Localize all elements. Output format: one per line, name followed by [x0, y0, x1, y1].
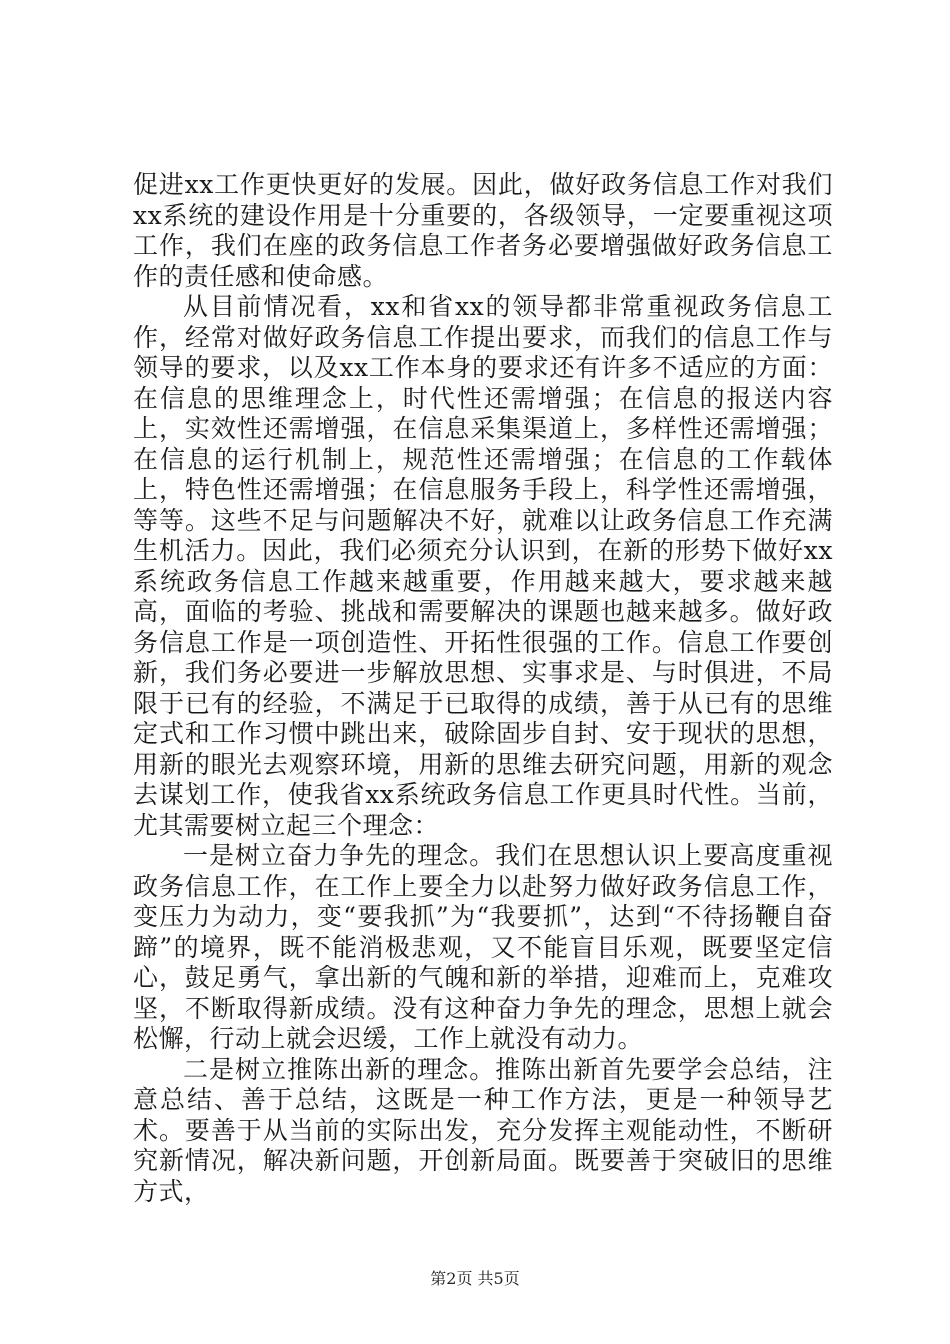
- page-number-footer: 第2页 共5页: [430, 1269, 520, 1288]
- paragraph-continuation: 促进xx工作更快更好的发展。因此，做好政务信息工作对我们xx系统的建设作用是十分重要的，各级领导，一定要重视这项工作，我们在座的政务信息工作者务必要增强做好政务信息工作的责任感和使命感。: [133, 170, 833, 291]
- paragraph-current-situation: 从目前情况看，xx和省xx的领导都非常重视政务信息工作，经常对做好政务信息工作提出要求，而我们的信息工作与领导的要求，以及xx工作本身的要求还有许多不适应的方面：在信息的思维理念上，时代性还需增强；在信息的报送内容上，实效性还需增强，在信息采集渠道上，多样性还需增强；在信息的运行机制上，规范性还需增强；在信息的工作载体上，特色性还需增强；在信息服务手段上，科学性还需增强，等等。这些不足与问题解决不好，就难以让政务信息工作充满生机活力。因此，我们必须充分认识到，在新的形势下做好xx系统政务信息工作越来越重要，作用越来越大，要求越来越高，面临的考验、挑战和需要解决的课题也越来越多。做好政务信息工作是一项创造性、开拓性很强的工作。信息工作要创新，我们务必要进一步解放思想、实事求是、与时俱进，不局限于已有的经验，不满足于已取得的成绩，善于从已有的思维定式和工作习惯中跳出来，破除固步自封、安于现状的思想，用新的眼光去观察环境，用新的思维去研究问题，用新的观念去谋划工作，使我省xx系统政务信息工作更具时代性。当前，尤其需要树立起三个理念：: [133, 292, 833, 840]
- paragraph-concept-two: 二是树立推陈出新的理念。推陈出新首先要学会总结，注意总结、善于总结，这既是一种工作方法，更是一种领导艺术。要善于从当前的实际出发，充分发挥主观能动性，不断研究新情况，解决新问题，开创新局面。既要善于突破旧的思维方式，: [133, 1054, 833, 1206]
- document-body: [133, 170, 833, 1207]
- paragraph-concept-one: 一是树立奋力争先的理念。我们在思想认识上要高度重视政务信息工作，在工作上要全力以赴努力做好政务信息工作，变压力为动力，变“要我抓”为“我要抓”，达到“不待扬鞭自奋蹄”的境界，既不能消极悲观，又不能盲目乐观，既要坚定信心，鼓足勇气，拿出新的气魄和新的举措，迎难而上，克难攻坚，不断取得新成绩。没有这种奋力争先的理念，思想上就会松懈，行动上就会迟缓，工作上就没有动力。: [133, 841, 833, 1053]
